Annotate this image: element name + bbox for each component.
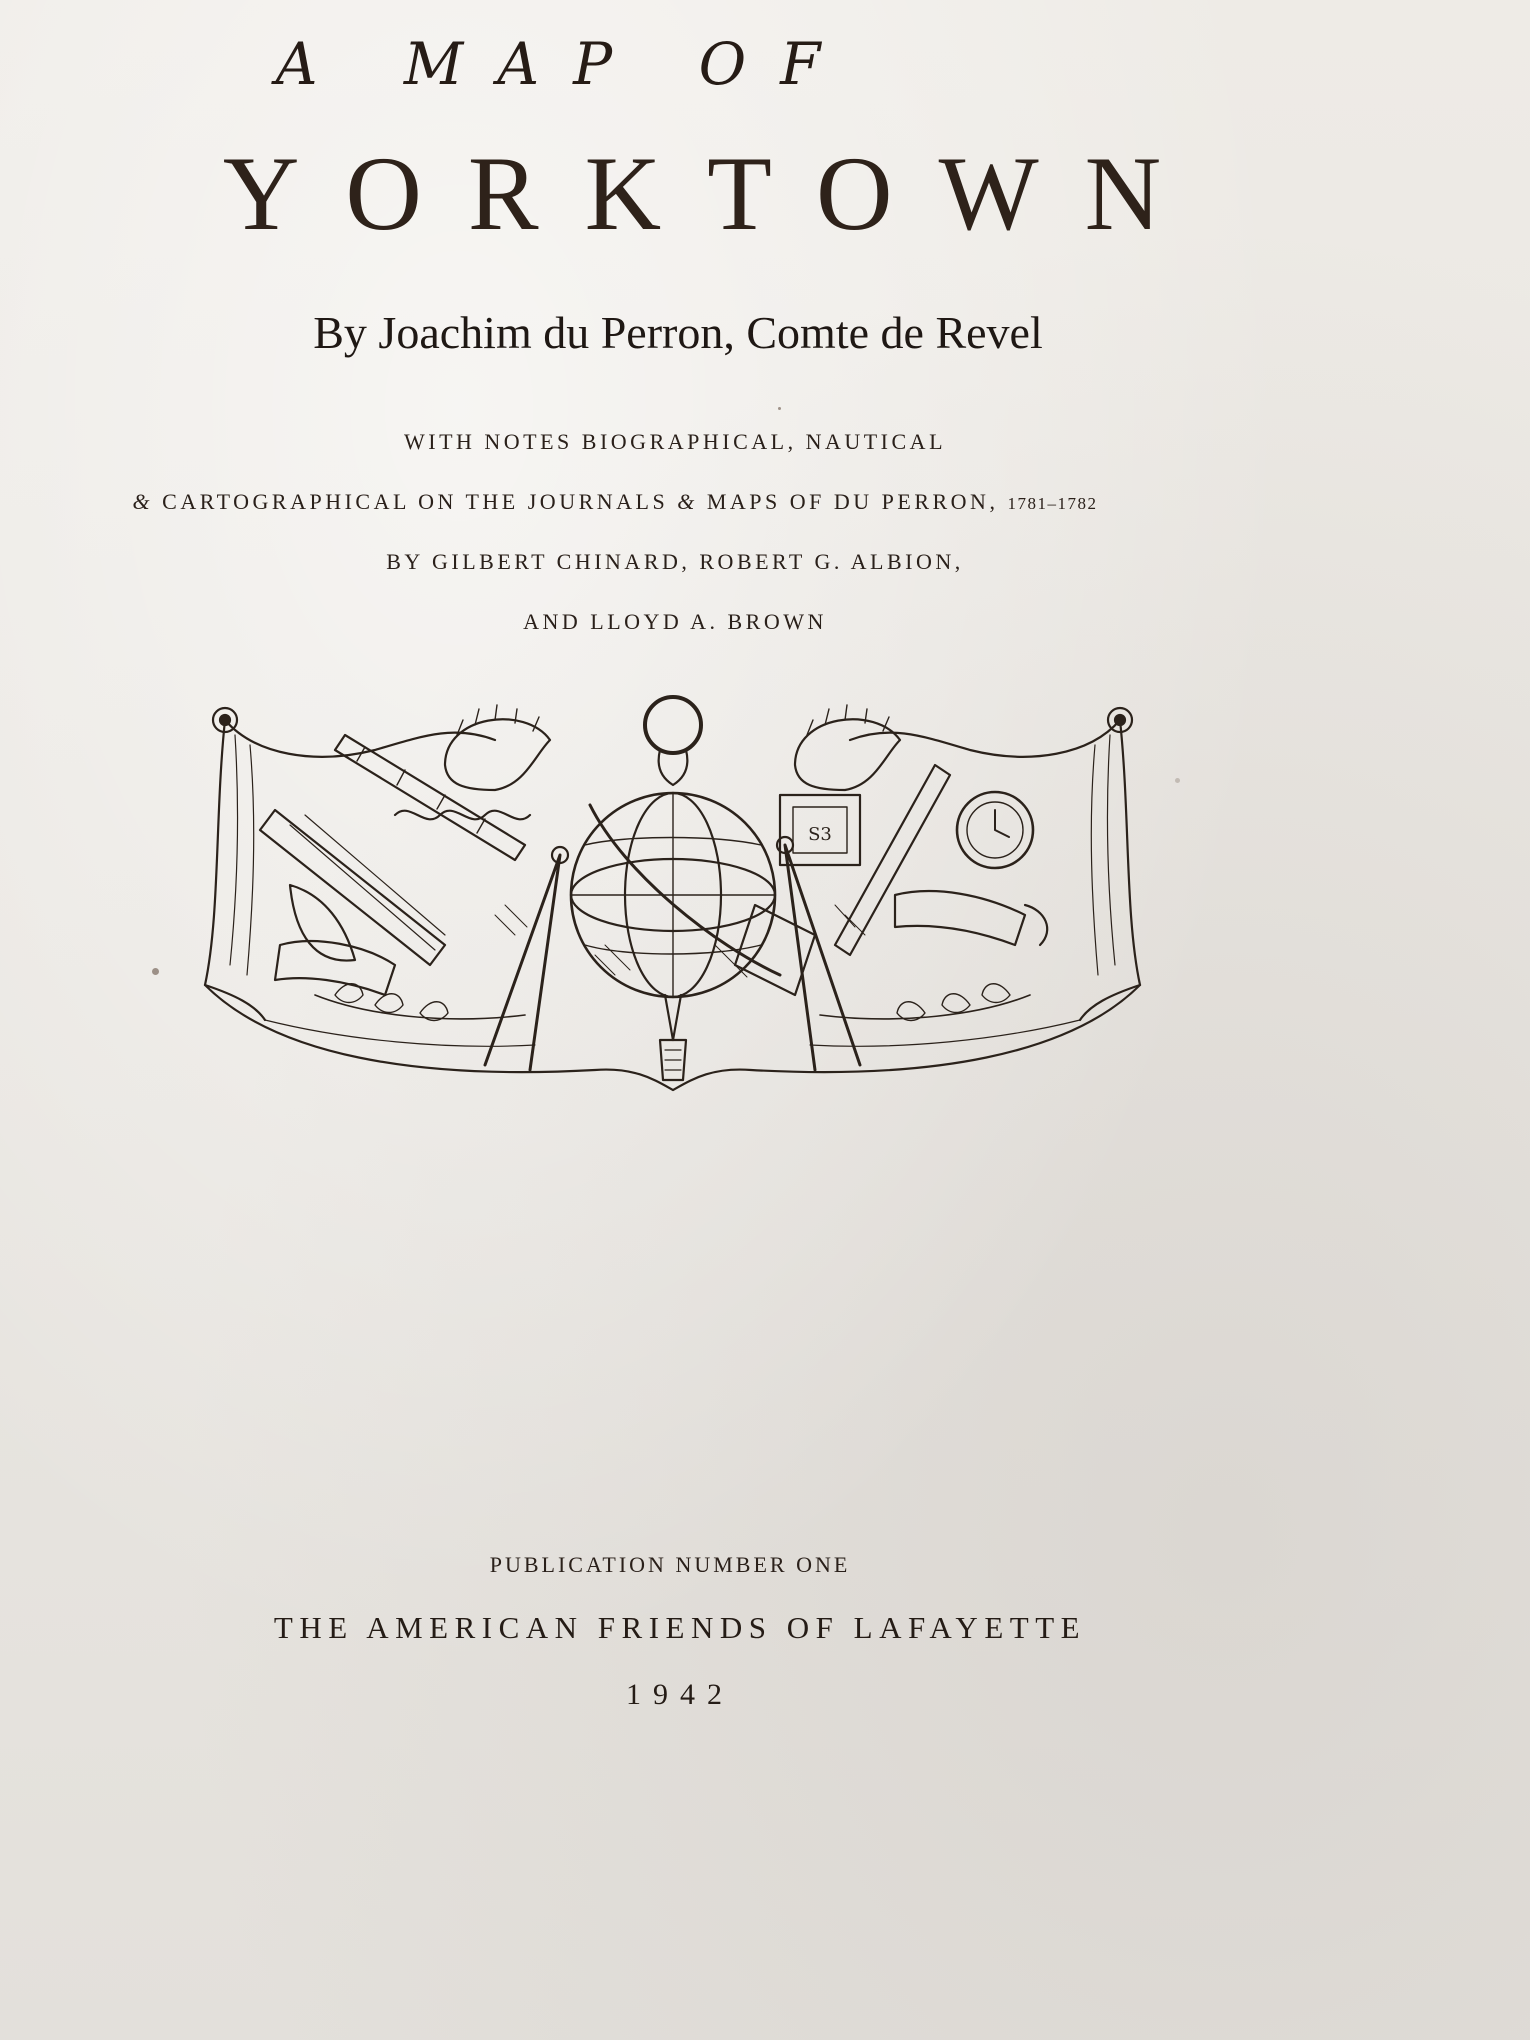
notes-line-2	[0, 489, 1380, 515]
paper-speck	[152, 968, 159, 975]
notes-line-1: WITH NOTES BIOGRAPHICAL, NAUTICAL	[403, 429, 947, 454]
title-prefix: A MAP OF	[275, 30, 855, 98]
notes-line-2-text-b: MAPS OF DU PERRON,	[697, 489, 1008, 514]
publication-year: 1942	[626, 1678, 734, 1711]
publisher: THE AMERICAN FRIENDS OF LAFAYETTE	[273, 1610, 1087, 1645]
ampersand: &	[132, 489, 154, 514]
ampersand: &	[677, 489, 698, 514]
notes-line-3: BY GILBERT CHINARD, ROBERT G. ALBION,	[386, 549, 964, 574]
notes-line-2-text-a: CARTOGRAPHICAL ON THE JOURNALS	[153, 489, 678, 514]
svg-text:S3: S3	[808, 824, 832, 845]
book-title: YORKTOWN	[222, 135, 1208, 252]
publication-number: PUBLICATION NUMBER ONE	[489, 1552, 851, 1577]
paper-speck	[778, 407, 781, 410]
notes-line-4: AND LLOYD A. BROWN	[523, 609, 827, 634]
author-line: By Joachim du Perron, Comte de Revel	[313, 307, 1043, 358]
paper-speck	[1175, 778, 1180, 783]
trophy-of-instruments-engraving-icon	[195, 695, 1150, 1095]
notes-years: 1781–1782	[1007, 494, 1098, 513]
